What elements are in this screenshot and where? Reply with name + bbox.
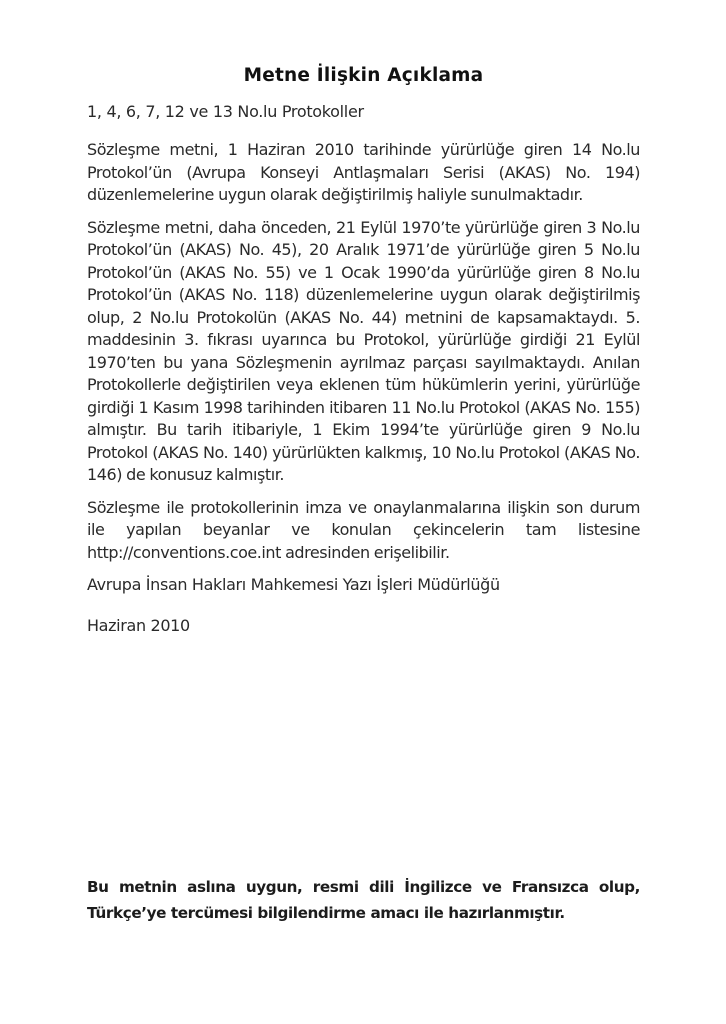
protocols-subtitle: 1, 4, 6, 7, 12 ve 13 No.lu Protokoller (87, 102, 364, 121)
paragraph-protocol-14: Sözleşme metni, 1 Haziran 2010 tarihinde yürürlüğe giren 14 No.lu Protokol’ün (Avrupa Konseyi Antlaşmaları Serisi (AKAS) No. 194) düzenlemelerine uygun olarak değiştirilmiş haliyle sunulmaktadır. (87, 140, 640, 204)
date-line: Haziran 2010 (87, 616, 190, 635)
document-page (87, 62, 640, 657)
signature-line: Avrupa İnsan Hakları Mahkemesi Yazı İşleri Müdürlüğü (87, 575, 500, 594)
translation-note: Bu metnin aslına uygun, resmi dili İngilizce ve Fransızca olup, Türkçe’ye tercümesi bilgilendirme amacı ile hazırlanmıştır. (87, 878, 640, 923)
paragraph-protocol-history: Sözleşme metni, daha önceden, 21 Eylül 1970’te yürürlüğe giren 3 No.lu Protokol’ün (AKAS) No. 45), 20 Aralık 1971’de yürürlüğe giren 5 No.lu Protokol’ün (AKAS No. 55) ve 1 Ocak 1990’da yürürlüğe giren 8 No.lu Protokol’ün (AKAS No. 118) düzenlemelerine uygun olarak değiştirilmiş olup, 2 No.lu Protokolün (AKAS No. 44) metnini de kapsamaktaydı. 5. maddesinin 3. fıkrası uyarınca bu Protokol, yürürlüğe girdiği 21 Eylül 1970’ten bu yana Sözleşmenin ayrılmaz parçası sayılmaktaydı. Anılan Protokollerle değiştirilen veya eklenen tüm hükümlerin yerini, yürürlüğe girdiği 1 Kasım 1998 tarihinden itibaren 11 No.lu Protokol (AKAS No. 155) almıştır. Bu tarih itibariyle, 1 Ekim 1994’te yürürlüğe giren 9 No.lu Protokol (AKAS No. 140) yürürlükten kalkmış, 10 No.lu Protokol (AKAS No. 146) de konusuz kalmıştır. (87, 217, 640, 484)
document-title: Metne İlişkin Açıklama (243, 65, 484, 86)
paragraph-signatures-info: Sözleşme ile protokollerinin imza ve onaylanmalarına ilişkin son durum ile yapılan beyanlar ve konulan çekincelerin tam listesine http://conventions.coe.int adresinden erişelibilir. (87, 497, 640, 562)
